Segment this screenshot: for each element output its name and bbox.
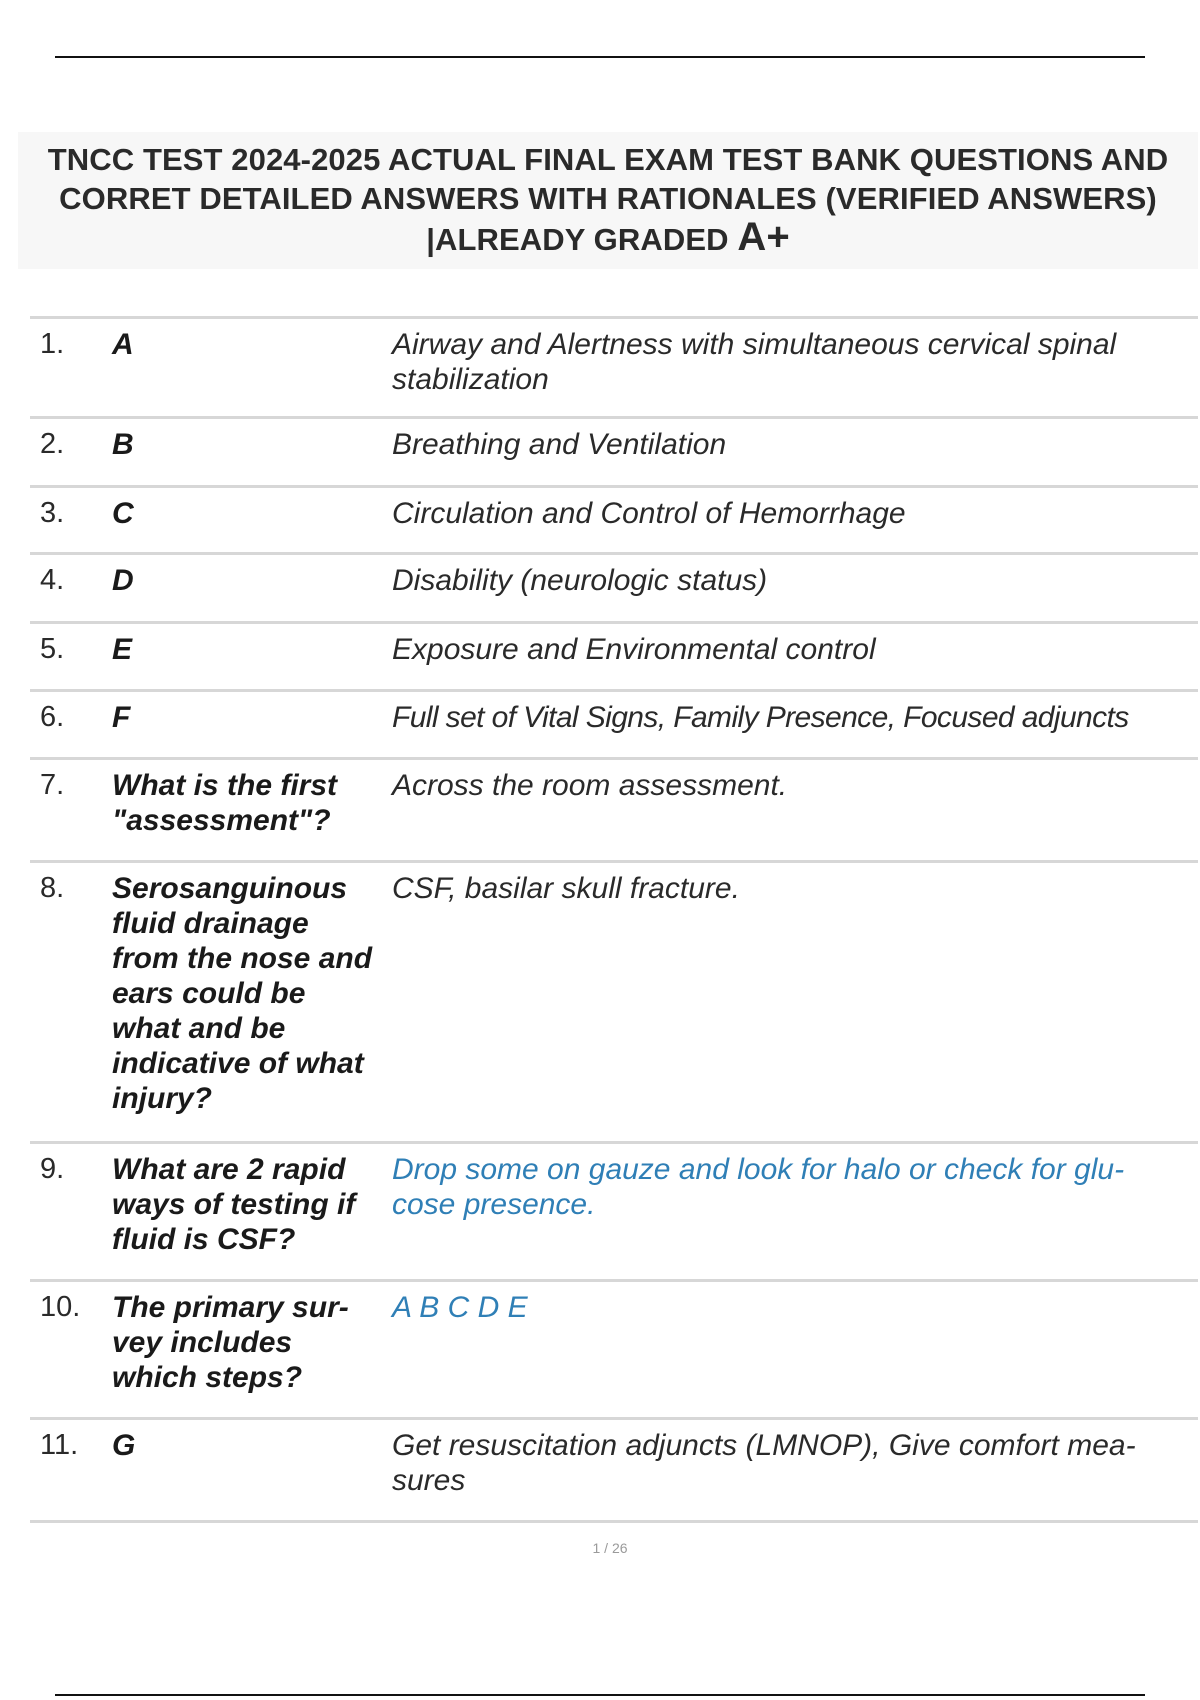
table-row: [30, 621, 1198, 689]
top-rule: [55, 56, 1145, 58]
row-number: 4.: [40, 564, 65, 596]
row-term: C: [112, 497, 134, 530]
row-definition: Exposure and Environmental control: [392, 633, 876, 666]
row-number: 2.: [40, 428, 65, 460]
table-row: [30, 1417, 1198, 1523]
row-term: Serosanguinous fluid drainage from the nose and ears could be what and be indicative of what injury?: [112, 872, 373, 1115]
row-term: G: [112, 1429, 136, 1462]
grade-label: A+: [737, 215, 790, 259]
title-line-3-text: |ALREADY GRADED: [426, 222, 738, 257]
row-term: The primary sur- vey includes which steps?: [112, 1291, 349, 1394]
row-definition: Full set of Vital Signs, Family Presence, Focused adjuncts: [392, 701, 1129, 734]
table-row: [30, 757, 1198, 860]
row-definition: Across the room assessment.: [392, 769, 788, 802]
row-term: E: [112, 633, 133, 666]
title-line-2: CORRET DETAILED ANSWERS WITH RATIONALES (VERIFIED ANSWERS): [59, 181, 1157, 216]
row-term: F: [112, 701, 131, 734]
row-number: 6.: [40, 701, 65, 733]
row-term: B: [112, 428, 134, 461]
table-row: [30, 316, 1198, 416]
row-definition: Get resuscitation adjuncts (LMNOP), Give comfort mea- sures: [392, 1429, 1136, 1497]
table-row: [30, 416, 1198, 485]
table-row: [30, 860, 1198, 1141]
row-definition: Disability (neurologic status): [392, 564, 768, 597]
row-number: 11.: [40, 1429, 79, 1461]
title-line-1: TNCC TEST 2024-2025 ACTUAL FINAL EXAM TEST BANK QUESTIONS AND: [47, 142, 1169, 177]
row-number: 8.: [40, 872, 65, 904]
row-definition: CSF, basilar skull fracture.: [392, 872, 740, 905]
row-term: What are 2 rapid ways of testing if fluid is CSF?: [112, 1153, 356, 1256]
table-row: [30, 689, 1198, 757]
row-definition[interactable]: A B C D E: [392, 1291, 528, 1324]
table-row: [30, 485, 1198, 552]
title-line-3: [18, 215, 1198, 259]
row-definition: Airway and Alertness with simultaneous cervical spinal stabilization: [392, 328, 1117, 396]
row-number: 10.: [40, 1291, 81, 1323]
row-number: 7.: [40, 769, 65, 801]
page-number: 1 / 26: [592, 1540, 628, 1556]
row-term: What is the first "assessment"?: [112, 769, 338, 837]
qa-table: [30, 316, 1198, 1523]
table-row: [30, 1279, 1198, 1417]
row-number: 9.: [40, 1153, 65, 1185]
document-title: [18, 132, 1198, 269]
row-definition: Circulation and Control of Hemorrhage: [392, 497, 906, 530]
row-number: 1.: [40, 328, 65, 360]
row-term: D: [112, 564, 134, 597]
table-row: [30, 1141, 1198, 1279]
row-definition[interactable]: Drop some on gauze and look for halo or check for glu- cose presence.: [392, 1153, 1125, 1221]
row-number: 3.: [40, 497, 65, 529]
table-row: [30, 552, 1198, 621]
row-term: A: [112, 328, 134, 361]
bottom-rule: [55, 1694, 1145, 1696]
row-number: 5.: [40, 633, 65, 665]
row-definition: Breathing and Ventilation: [392, 428, 727, 461]
